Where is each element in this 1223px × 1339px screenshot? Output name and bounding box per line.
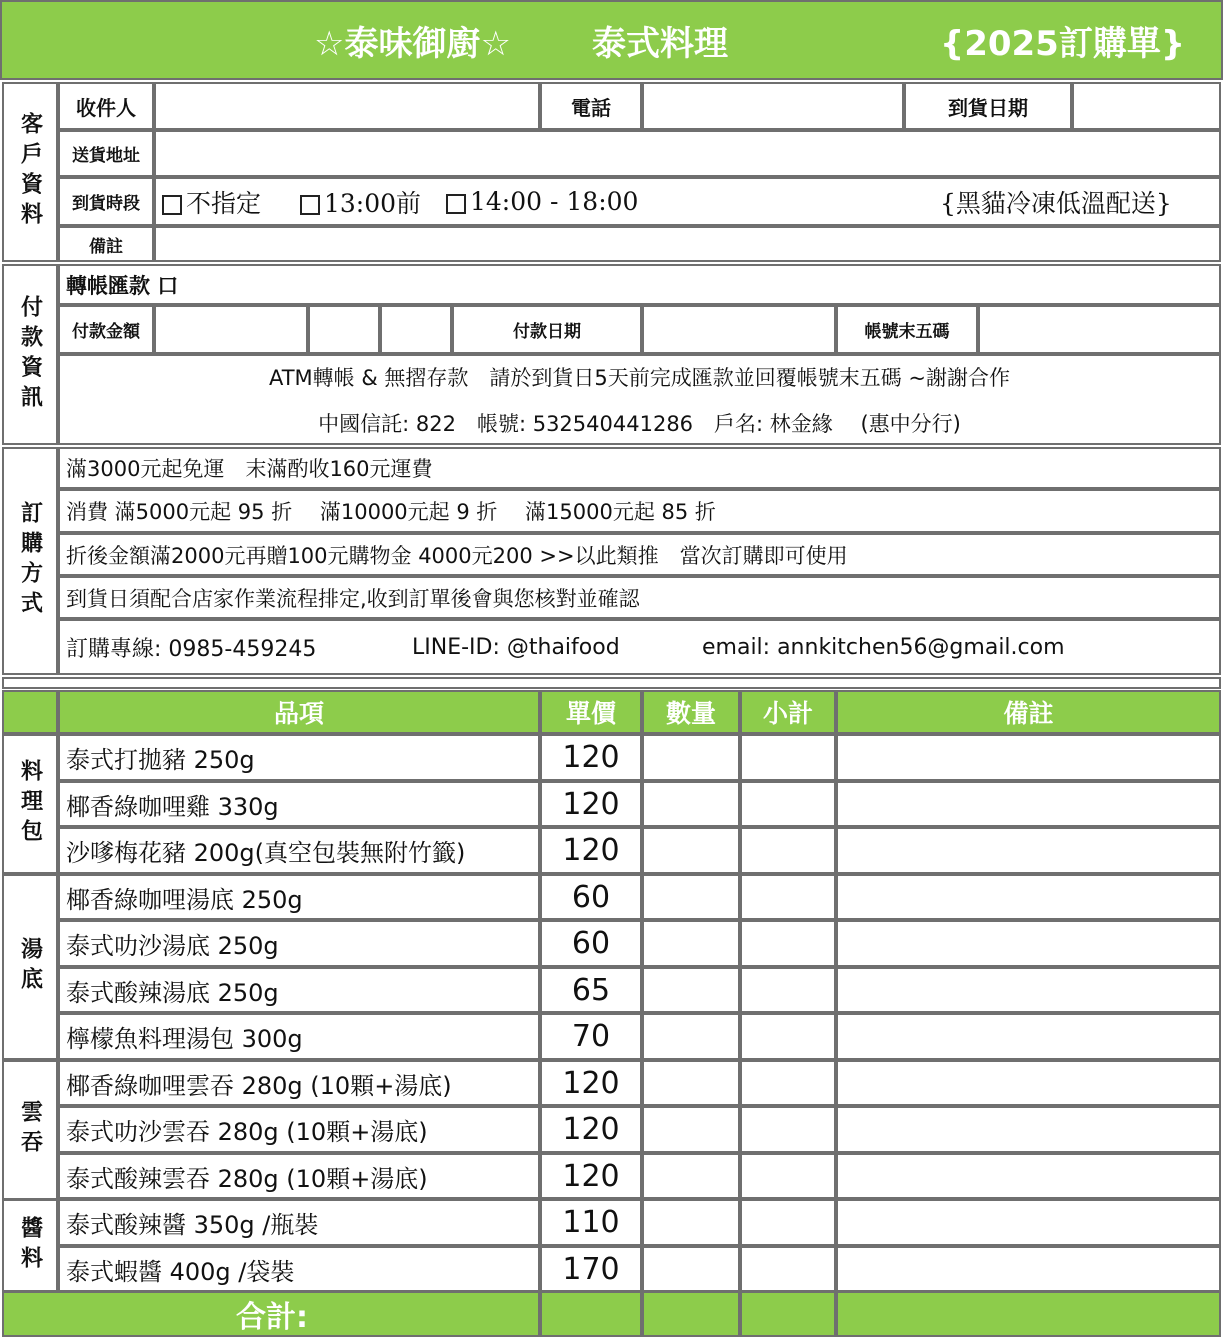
item-price: 170 [540,1246,642,1292]
item-qty-field[interactable] [642,874,740,920]
item-subtotal-field[interactable] [740,1199,836,1246]
item-subtotal-field[interactable] [740,827,836,874]
customer-section-label: 客戶資料 [2,82,58,262]
contact-row [58,619,1221,675]
item-price: 120 [540,1106,642,1153]
item-price: 60 [540,874,642,920]
item-qty-field[interactable] [642,967,740,1013]
time-option-14-18[interactable]: 14:00 - 18:00 [446,187,638,216]
ordering-line-2: 消費 滿5000元起 95 折 滿10000元起 9 折 滿15000元起 85 折 [58,489,1221,533]
item-subtotal-field[interactable] [740,1246,836,1292]
item-price: 60 [540,920,642,967]
item-subtotal-field[interactable] [740,1013,836,1060]
item-name: 椰香綠咖哩湯底 250g [58,874,540,920]
atm-note: ATM轉帳 & 無摺存款 請於到貨日5天前完成匯款並回覆帳號末五碼 ~謝謝合作 [268,365,1011,390]
arrival-date-field[interactable] [1072,82,1221,130]
account-last5-label: 帳號末五碼 [836,305,978,354]
item-qty-field[interactable] [642,1199,740,1246]
item-price: 120 [540,781,642,827]
bank-info: 中國信託: 822 帳號: 532540441286 戶名: 林金緣 (惠中分行) [318,411,961,436]
total-remark-cell[interactable] [836,1291,1221,1337]
section-divider [2,677,1221,689]
item-qty-field[interactable] [642,1060,740,1106]
amount-label: 付款金額 [58,305,154,354]
item-name: 沙嗲梅花豬 200g(真空包裝無附竹籤) [58,827,540,874]
time-slot-label: 到貨時段 [58,177,154,226]
item-remark-field[interactable] [836,967,1221,1013]
item-remark-field[interactable] [836,1060,1221,1106]
amount-field-1[interactable] [154,305,308,354]
group-label: 料理包 [2,734,58,874]
item-price: 120 [540,1060,642,1106]
item-remark-field[interactable] [836,1013,1221,1060]
item-name: 椰香綠咖哩雞 330g [58,781,540,827]
total-subtotal-cell[interactable] [740,1291,836,1337]
ordering-section-label: 訂購方式 [2,447,58,675]
item-subtotal-field[interactable] [740,920,836,967]
cuisine-title: 泰式料理 [592,24,728,64]
ordering-line-4: 到貨日須配合店家作業流程排定,收到訂單後會與您核對並確認 [58,576,1221,619]
total-price-cell [540,1291,642,1337]
phone-field[interactable] [642,82,904,130]
item-name: 椰香綠咖哩雲吞 280g (10顆+湯底) [58,1060,540,1106]
item-qty-field[interactable] [642,827,740,874]
amount-field-2[interactable] [308,305,380,354]
item-qty-field[interactable] [642,734,740,781]
item-subtotal-field[interactable] [740,967,836,1013]
total-qty-cell[interactable] [642,1291,740,1337]
time-slot-options [154,177,1221,226]
address-field[interactable] [154,130,1221,177]
email[interactable]: email: annkitchen56@gmail.com [702,634,1065,660]
item-price: 120 [540,1153,642,1199]
item-price: 120 [540,827,642,874]
ordering-line-1: 滿3000元起免運 末滿酌收160元運費 [58,447,1221,489]
item-name: 泰式叻沙雲吞 280g (10顆+湯底) [58,1106,540,1153]
item-name: 泰式打拋豬 250g [58,734,540,781]
payment-section-label: 付款資訊 [2,264,58,445]
header-subtotal: 小計 [740,690,836,734]
shop-name: ☆泰味御廚☆ [314,24,511,64]
header-item: 品項 [58,690,540,734]
item-price: 70 [540,1013,642,1060]
item-price: 110 [540,1199,642,1246]
transfer-option[interactable]: 轉帳匯款 口 [58,264,1221,305]
shipping-note: {黑貓冷凍低溫配送} [940,188,1172,218]
item-qty-field[interactable] [642,1246,740,1292]
item-qty-field[interactable] [642,1153,740,1199]
phone-label: 電話 [540,82,642,130]
item-remark-field[interactable] [836,781,1221,827]
address-label: 送貨地址 [58,130,154,177]
recipient-field[interactable] [154,82,540,130]
payment-date-label: 付款日期 [452,305,642,354]
item-qty-field[interactable] [642,920,740,967]
item-remark-field[interactable] [836,1106,1221,1153]
group-label: 雲吞 [2,1060,58,1200]
form-title: {2025訂購單} [940,24,1186,64]
item-subtotal-field[interactable] [740,874,836,920]
item-price: 120 [540,734,642,781]
item-name: 泰式酸辣醬 350g /瓶裝 [58,1199,540,1246]
item-remark-field[interactable] [836,920,1221,967]
remarks-label: 備註 [58,226,154,262]
item-remark-field[interactable] [836,827,1221,874]
item-qty-field[interactable] [642,1106,740,1153]
line-id[interactable]: LINE-ID: @thaifood [412,634,620,660]
checkbox-icon[interactable] [446,194,466,214]
title-bar [0,0,1223,80]
item-name: 泰式酸辣湯底 250g [58,967,540,1013]
recipient-label: 收件人 [58,82,154,130]
item-remark-field[interactable] [836,874,1221,920]
item-name: 檸檬魚料理湯包 300g [58,1013,540,1060]
remarks-field[interactable] [154,226,1221,262]
arrival-date-label: 到貨日期 [904,82,1072,130]
item-name: 泰式叻沙湯底 250g [58,920,540,967]
item-subtotal-field[interactable] [740,1060,836,1106]
item-remark-field[interactable] [836,1199,1221,1246]
header-qty: 數量 [642,690,740,734]
item-qty-field[interactable] [642,781,740,827]
item-subtotal-field[interactable] [740,1106,836,1153]
header-remark: 備註 [836,690,1221,734]
group-label: 湯底 [2,874,58,1060]
table-header-corner [2,690,58,734]
account-last5-field[interactable] [978,305,1221,354]
payment-date-field[interactable] [642,305,836,354]
group-label: 醬料 [2,1199,58,1292]
item-subtotal-field[interactable] [740,1153,836,1199]
item-name: 泰式酸辣雲吞 280g (10顆+湯底) [58,1153,540,1199]
item-remark-field[interactable] [836,1153,1221,1199]
item-subtotal-field[interactable] [740,781,836,827]
header-price: 單價 [540,690,642,734]
checkbox-icon[interactable] [300,195,320,215]
checkbox-icon[interactable] [162,195,182,215]
item-remark-field[interactable] [836,734,1221,781]
item-remark-field[interactable] [836,1246,1221,1292]
bank-info-box [58,354,1221,445]
total-label: 合計: [236,1300,308,1335]
hotline: 訂購專線: 0985-459245 [66,636,317,662]
time-option-before-13[interactable]: 13:00前 [300,184,421,220]
item-subtotal-field[interactable] [740,734,836,781]
item-name: 泰式蝦醬 400g /袋裝 [58,1246,540,1292]
total-label-cell [2,1291,540,1337]
item-price: 65 [540,967,642,1013]
amount-field-3[interactable] [380,305,452,354]
time-option-any[interactable]: 不指定 [162,184,261,220]
ordering-line-3: 折後金額滿2000元再贈100元購物金 4000元200 >>以此類推 當次訂購即可使用 [58,533,1221,576]
item-qty-field[interactable] [642,1013,740,1060]
